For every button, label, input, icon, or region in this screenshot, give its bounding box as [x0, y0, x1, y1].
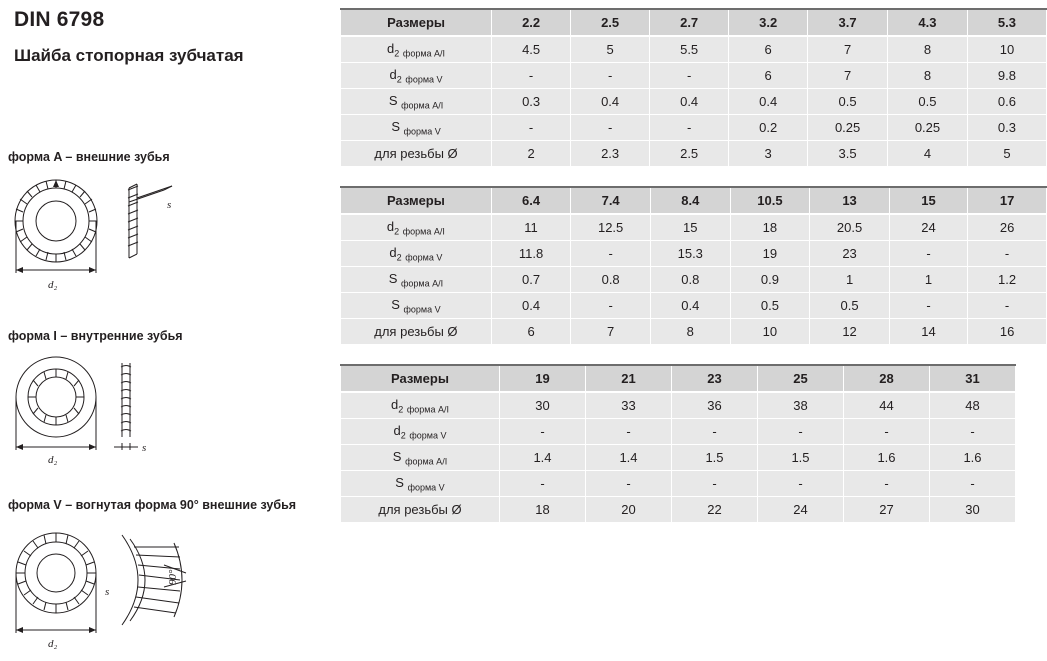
table-cell: 0.5: [730, 293, 810, 319]
table-cell: 11: [491, 214, 571, 241]
table-cell: 4: [888, 141, 968, 167]
row-header-sizes: Размеры: [341, 9, 492, 36]
table-cell: 30: [500, 392, 586, 419]
table-cell: -: [500, 471, 586, 497]
table-cell: -: [500, 419, 586, 445]
row-header-thread: для резьбы Ø: [341, 141, 492, 167]
col-header: 21: [586, 365, 672, 392]
table-cell: 1.6: [844, 445, 930, 471]
table-cell: 18: [730, 214, 810, 241]
table-cell: 0.4: [491, 293, 571, 319]
table-cell: 0.25: [808, 115, 888, 141]
row-header-d2-v: $d_2$ $_{форма V}$: [341, 63, 492, 89]
table-cell: 0.8: [650, 267, 730, 293]
table-cell: 0.4: [729, 89, 808, 115]
table-cell: 0.9: [730, 267, 810, 293]
table-cell: -: [844, 419, 930, 445]
figure-form-i: [4, 355, 204, 465]
table-cell: 18: [500, 497, 586, 523]
table-cell: 24: [758, 497, 844, 523]
table-cell: 44: [844, 392, 930, 419]
table-cell: 6: [491, 319, 571, 345]
table-cell: 8: [888, 36, 968, 63]
table-cell: 27: [844, 497, 930, 523]
table-cell: 48: [930, 392, 1016, 419]
table-row: [341, 293, 1047, 319]
table-cell: 0.4: [650, 293, 730, 319]
table-cell: 15.3: [650, 241, 730, 267]
table-cell: 14: [889, 319, 967, 345]
table-cell: 20: [586, 497, 672, 523]
table-cell: 0.6: [967, 89, 1046, 115]
col-header: 28: [844, 365, 930, 392]
table-cell: 8: [888, 63, 968, 89]
table-cell: 2.3: [571, 141, 650, 167]
figure-form-v: [4, 525, 224, 650]
row-header-thread: для резьбы Ø: [341, 497, 500, 523]
table-row: [341, 365, 1016, 392]
table-cell: -: [672, 471, 758, 497]
table-row: [341, 9, 1047, 36]
table-cell: -: [492, 63, 571, 89]
table-cell: 10: [730, 319, 810, 345]
table-cell: 10: [967, 36, 1046, 63]
table-cell: 0.5: [888, 89, 968, 115]
figure-form-a: [4, 178, 204, 293]
table-cell: 8: [650, 319, 730, 345]
table-cell: -: [889, 241, 967, 267]
table-cell: 0.2: [729, 115, 808, 141]
form-a-label: форма A – внешние зубья: [8, 150, 170, 164]
col-header: 3.2: [729, 9, 808, 36]
table-cell: 38: [758, 392, 844, 419]
table-cell: -: [571, 115, 650, 141]
table-cell: 6: [729, 36, 808, 63]
dim-d2-i: d₂: [48, 454, 58, 465]
row-header-sizes: Размеры: [341, 187, 492, 214]
table-cell: 23: [810, 241, 890, 267]
table-cell: 16: [968, 319, 1047, 345]
table-cell: 24: [889, 214, 967, 241]
table-row: [341, 214, 1047, 241]
table-cell: 0.5: [808, 89, 888, 115]
table-cell: -: [586, 419, 672, 445]
table-cell: 15: [650, 214, 730, 241]
table-row: [341, 89, 1047, 115]
table-row: [341, 241, 1047, 267]
table-cell: 12: [810, 319, 890, 345]
table-row: [341, 187, 1047, 214]
table-cell: -: [758, 419, 844, 445]
table-cell: 2: [492, 141, 571, 167]
table-cell: 6: [729, 63, 808, 89]
table-cell: 4.5: [492, 36, 571, 63]
table-cell: -: [968, 293, 1047, 319]
col-header: 5.3: [967, 9, 1046, 36]
row-header-d2-v: $d_2$ $_{форма V}$: [341, 419, 500, 445]
table-cell: 5.5: [650, 36, 729, 63]
table-cell: 0.4: [650, 89, 729, 115]
row-header-s-ai: S $_{форма A/I}$: [341, 267, 492, 293]
table-cell: -: [571, 63, 650, 89]
table-cell: 3.5: [808, 141, 888, 167]
table-cell: 30: [930, 497, 1016, 523]
row-header-d2-v: $d_2$ $_{форма V}$: [341, 241, 492, 267]
table-row: [341, 63, 1047, 89]
row-header-s-ai: S $_{форма A/I}$: [341, 445, 500, 471]
row-header-sizes: Размеры: [341, 365, 500, 392]
table-cell: 0.3: [492, 89, 571, 115]
table-cell: -: [968, 241, 1047, 267]
table-cell: 7: [808, 36, 888, 63]
col-header: 13: [810, 187, 890, 214]
table-cell: 5: [571, 36, 650, 63]
table-cell: 1.5: [672, 445, 758, 471]
table-cell: 0.4: [571, 89, 650, 115]
col-header: 31: [930, 365, 1016, 392]
table-row: [341, 497, 1016, 523]
table-cell: -: [930, 471, 1016, 497]
table-cell: 0.3: [967, 115, 1046, 141]
table-cell: -: [586, 471, 672, 497]
left-info-column: [0, 0, 340, 661]
col-header: 2.7: [650, 9, 729, 36]
col-header: 6.4: [491, 187, 571, 214]
table-cell: 36: [672, 392, 758, 419]
row-header-d2-ai: $d_2$ $_{форма A/I}$: [341, 214, 492, 241]
col-header: 2.2: [492, 9, 571, 36]
table-cell: 7: [571, 319, 651, 345]
form-v-label: форма V – вогнутая форма 90° внешние зубья: [8, 498, 297, 512]
table-cell: 1.4: [586, 445, 672, 471]
table-row: [341, 471, 1016, 497]
table-cell: 33: [586, 392, 672, 419]
table-row: [341, 36, 1047, 63]
table-cell: 1.5: [758, 445, 844, 471]
table-row: [341, 267, 1047, 293]
table-cell: -: [650, 63, 729, 89]
table-cell: 1.4: [500, 445, 586, 471]
table-cell: 9.8: [967, 63, 1046, 89]
table-row: [341, 141, 1047, 167]
dimensions-table-2: [340, 186, 1047, 345]
table-cell: 20.5: [810, 214, 890, 241]
table-cell: 2.5: [650, 141, 729, 167]
col-header: 25: [758, 365, 844, 392]
dim-angle-v: 90°: [167, 569, 179, 585]
row-header-d2-ai: $d_2$ $_{форма A/I}$: [341, 36, 492, 63]
table-cell: 11.8: [491, 241, 571, 267]
col-header: 19: [500, 365, 586, 392]
table-cell: -: [844, 471, 930, 497]
table-cell: -: [930, 419, 1016, 445]
col-header: 10.5: [730, 187, 810, 214]
table-cell: 0.7: [491, 267, 571, 293]
row-header-s-v: S $_{форма V}$: [341, 471, 500, 497]
table-cell: 1: [810, 267, 890, 293]
table-cell: 26: [968, 214, 1047, 241]
dim-s-v: s: [105, 586, 110, 598]
col-header: 15: [889, 187, 967, 214]
table-cell: 1.6: [930, 445, 1016, 471]
dim-d2-a: d₂: [48, 279, 58, 291]
table-row: [341, 445, 1016, 471]
table-cell: 3: [729, 141, 808, 167]
table-cell: 7: [808, 63, 888, 89]
col-header: 4.3: [888, 9, 968, 36]
table-cell: 22: [672, 497, 758, 523]
dimensions-table-1: [340, 8, 1047, 167]
row-header-s-v: S $_{форма V}$: [341, 115, 492, 141]
table-cell: 12.5: [571, 214, 651, 241]
table-cell: 5: [967, 141, 1046, 167]
table-cell: -: [571, 241, 651, 267]
col-header: 23: [672, 365, 758, 392]
table-cell: 19: [730, 241, 810, 267]
dim-s-i: s: [142, 442, 147, 454]
row-header-d2-ai: $d_2$ $_{форма A/I}$: [341, 392, 500, 419]
table-cell: -: [672, 419, 758, 445]
col-header: 7.4: [571, 187, 651, 214]
row-header-thread: для резьбы Ø: [341, 319, 492, 345]
table-row: [341, 392, 1016, 419]
table-cell: 0.25: [888, 115, 968, 141]
row-header-s-v: S $_{форма V}$: [341, 293, 492, 319]
dimensions-table-3: [340, 364, 1016, 523]
table-cell: -: [571, 293, 651, 319]
table-cell: -: [650, 115, 729, 141]
col-header: 3.7: [808, 9, 888, 36]
col-header: 17: [968, 187, 1047, 214]
table-cell: -: [492, 115, 571, 141]
table-row: [341, 115, 1047, 141]
table-row: [341, 419, 1016, 445]
table-cell: 1: [889, 267, 967, 293]
table-cell: -: [889, 293, 967, 319]
table-cell: 0.8: [571, 267, 651, 293]
table-cell: 0.5: [810, 293, 890, 319]
col-header: 8.4: [650, 187, 730, 214]
form-i-label: форма I – внутренние зубья: [8, 329, 183, 343]
table-cell: -: [758, 471, 844, 497]
dim-s-a: s: [167, 199, 172, 211]
table-row: [341, 319, 1047, 345]
dim-d2-v: d₂: [48, 638, 58, 650]
table-cell: 1.2: [968, 267, 1047, 293]
page-title: DIN 6798: [14, 8, 105, 31]
col-header: 2.5: [571, 9, 650, 36]
page-subtitle: Шайба стопорная зубчатая: [14, 46, 244, 65]
row-header-s-ai: S $_{форма A/I}$: [341, 89, 492, 115]
